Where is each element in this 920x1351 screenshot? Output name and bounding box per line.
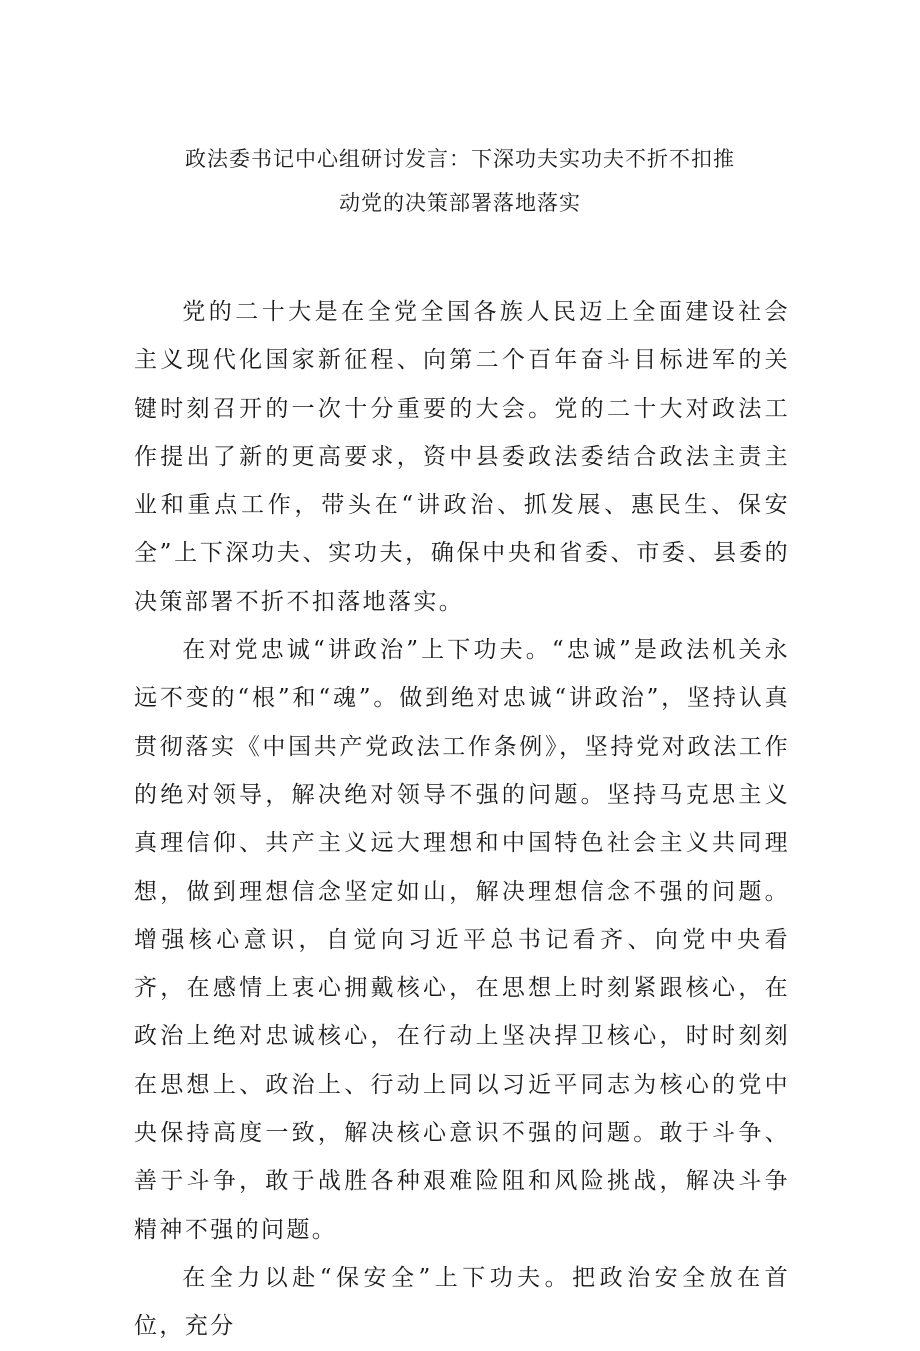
- document-body: [134, 288, 790, 1351]
- paragraph-loyalty: 在对党忠诚“讲政治”上下功夫。“忠诚”是政法机关永远不变的“根”和“魂”。做到绝对忠诚“讲政治”，坚持认真贯彻落实《中国共产党政法工作条例》，坚持党对政法工作的绝对领导，解决绝对领导不强的问题。坚持马克思主义真理信仰、共产主义远大理想和中国特色社会主义共同理想，做到理想信念坚定如山，解决理想信念不强的问题。增强核心意识，自觉向习近平总书记看齐、向党中央看齐，在感情上衷心拥戴核心，在思想上时刻紧跟核心，在政治上绝对忠诚核心，在行动上坚决捍卫核心，时时刻刻在思想上、政治上、行动上同以习近平同志为核心的党中央保持高度一致，解决核心意识不强的问题。敢于斗争、善于斗争，敢于战胜各种艰难险阻和风险挑战，解决斗争精神不强的问题。: [134, 637, 790, 1243]
- paragraph-intro: 党的二十大是在全党全国各族人民迈上全面建设社会主义现代化国家新征程、向第二个百年奋斗目标进军的关键时刻召开的一次十分重要的大会。党的二十大对政法工作提出了新的更高要求，资中县委政法委结合政法主责主业和重点工作，带头在“讲政治、抓发展、惠民生、保安全”上下深功夫、实功夫，确保中央和省委、市委、县委的决策部署不折不扣落地落实。: [134, 299, 790, 615]
- paragraph-security: 在全力以赴“保安全”上下功夫。把政治安全放在首位，充分: [134, 1264, 790, 1340]
- document-title-line-1: 政法委书记中心组研讨发言：下深功夫实功夫不折不扣推: [185, 147, 735, 171]
- document-title-line-2: 动党的决策部署落地落实: [339, 191, 581, 215]
